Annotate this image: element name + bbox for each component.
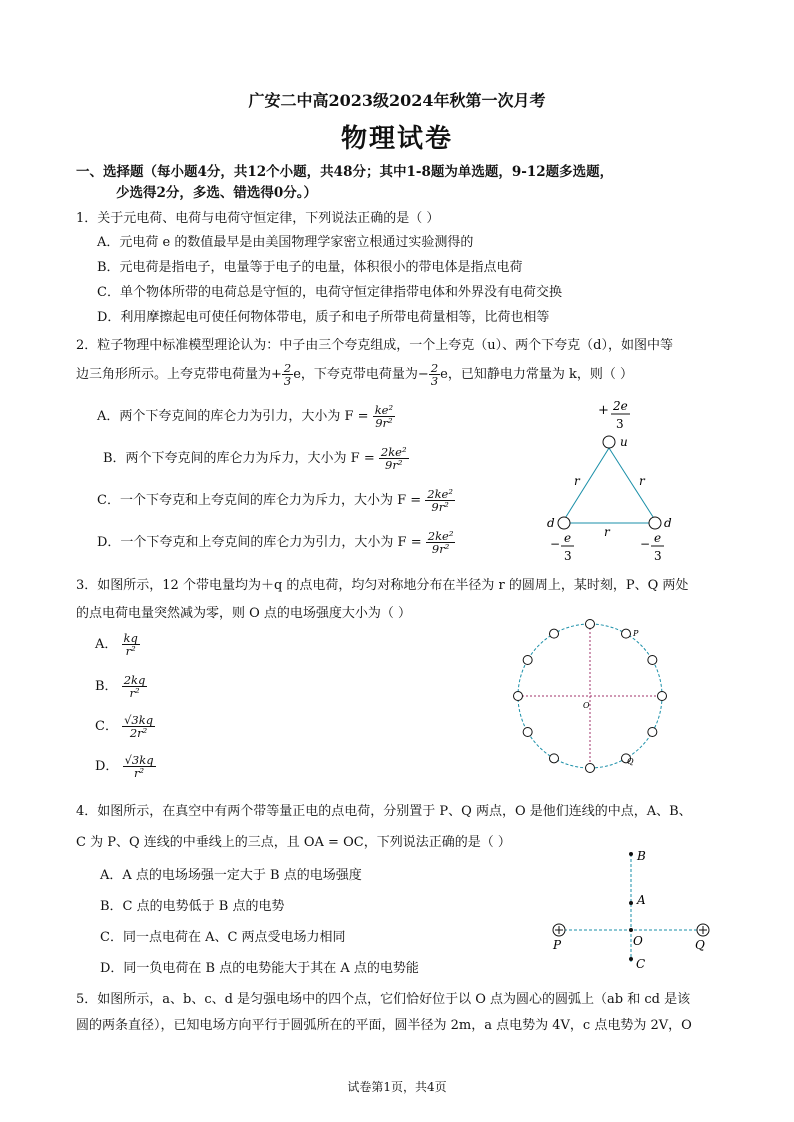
- down-quark-right-label: d: [664, 516, 672, 530]
- down-left-sign: −: [550, 537, 561, 551]
- frac-denominator: 9r²: [431, 500, 449, 515]
- q3-option-d-fraction: [123, 754, 156, 779]
- frac-numerator: 2ke²: [427, 487, 453, 501]
- q2-stem-part2: e，下夸克带电荷量为−: [293, 367, 429, 383]
- q2-option-d: [97, 530, 455, 555]
- q3-option-b-label: B．: [95, 679, 118, 695]
- frac-denominator: r²: [129, 686, 140, 701]
- frac-denominator: 3: [283, 374, 292, 389]
- q2-option-b: [103, 446, 409, 471]
- o-label: O: [633, 934, 643, 948]
- q2-option-d-text: D．一个下夸克和上夸克间的库仑力为引力，大小为 F =: [97, 535, 422, 551]
- down-right-sign: −: [640, 537, 651, 551]
- q2-option-d-fraction: [426, 530, 456, 555]
- ring-charge-marker: [514, 692, 523, 701]
- q2-option-b-text: B．两个下夸克间的库仑力为斥力，大小为 F =: [103, 451, 375, 467]
- frac-denominator: 9r²: [375, 416, 393, 431]
- down-left-numerator: e: [564, 531, 572, 545]
- frac-numerator: √3kq: [124, 753, 154, 767]
- exam-title: 广安二中高2023级2024年秋第一次月考: [248, 91, 546, 110]
- q2-option-c-fraction: [425, 488, 455, 513]
- down-right-denominator: 3: [654, 549, 662, 563]
- ring-charge-marker: [523, 656, 532, 665]
- q-label: Q: [627, 757, 634, 766]
- q3-option-d-label: D．: [95, 759, 119, 775]
- section-heading-line2: 少选得2分，多选、错选得0分。）: [116, 185, 318, 201]
- down-right-numerator: e: [654, 531, 662, 545]
- q2-stem-part3: e，已知静电力常量为 k，则（ ）: [440, 367, 633, 383]
- q3-option-c-label: C．: [95, 719, 118, 735]
- frac-denominator: r²: [125, 644, 136, 659]
- b-label: B: [637, 849, 646, 863]
- up-quark-label: u: [620, 435, 628, 449]
- p-label: P: [553, 938, 562, 952]
- q3-option-a: [95, 632, 140, 657]
- frac-numerator: 2: [283, 361, 292, 375]
- right-side-r-label: r: [639, 474, 645, 488]
- ring-charge-marker: [586, 620, 595, 629]
- down-quark-right-marker: [649, 517, 661, 529]
- q3-option-b: [95, 674, 147, 699]
- q2-option-a-fraction: [373, 404, 395, 429]
- ring-charge-marker: [622, 629, 631, 638]
- p-label: P: [633, 629, 639, 638]
- page-footer: 试卷第1页，共4页: [347, 1080, 447, 1094]
- q3-option-d: [95, 754, 156, 779]
- bottom-side-r-label: r: [604, 525, 610, 539]
- down-left-denominator: 3: [564, 549, 572, 563]
- q2-stem-part1: 边三角形所示。上夸克带电荷量为+: [76, 367, 282, 383]
- point-a: [629, 901, 633, 905]
- q2-option-b-fraction: [379, 446, 409, 471]
- q2-option-c-text: C．一个下夸克和上夸克间的库仑力为斥力，大小为 F =: [97, 493, 422, 509]
- quark-triangle-figure: [540, 396, 690, 568]
- triangle-right-edge: [609, 448, 655, 520]
- two-charges-figure: [545, 842, 715, 974]
- up-charge-sign: +: [598, 403, 609, 418]
- ring-charge-marker: [648, 728, 657, 737]
- q-label: Q: [695, 938, 705, 952]
- q2-up-charge-fraction: [282, 362, 293, 387]
- q1-option-c: C．单个物体所带的电荷总是守恒的，电荷守恒定律指带电体和外界没有电荷交换: [97, 285, 562, 300]
- frac-denominator: 9r²: [431, 542, 450, 557]
- point-b: [629, 852, 633, 856]
- subject-title: 物理试卷: [340, 124, 453, 154]
- frac-denominator: 9r²: [385, 458, 403, 473]
- down-quark-left-marker: [558, 517, 570, 529]
- ring-charge-marker: [648, 656, 657, 665]
- q3-option-a-fraction: [122, 632, 140, 657]
- frac-denominator: 2r²: [129, 726, 148, 741]
- q3-option-c-fraction: [122, 714, 155, 739]
- a-label: A: [637, 893, 646, 907]
- point-c: [629, 957, 633, 961]
- ring-charge-marker: [550, 754, 559, 763]
- frac-denominator: 3: [430, 374, 439, 389]
- section-heading-line1: 一、选择题（每小题4分，共12个小题，共48分；其中1-8题为单选题，9-12题多选题，: [76, 164, 614, 180]
- ring-charge-marker: [658, 692, 667, 701]
- center-o-label: O: [583, 701, 590, 710]
- q1-option-d: D．利用摩擦起电可使任何物体带电，质子和电子所带电荷量相等，比荷也相等: [97, 310, 550, 325]
- frac-numerator: √3kq: [124, 713, 154, 727]
- q4-option-b: B．C 点的电势低于 B 点的电势: [100, 899, 285, 914]
- q2-option-c: [97, 488, 455, 513]
- q4-stem-line1: 4．如图所示，在真空中有两个带等量正电的点电荷，分别置于 P、Q 两点，O 是他们连线的中点，A、B、: [76, 804, 692, 819]
- q3-option-b-fraction: [122, 674, 148, 699]
- q4-option-a: A．A 点的电场场强一定大于 B 点的电场强度: [100, 868, 362, 883]
- up-charge-denominator: 3: [616, 417, 624, 431]
- down-quark-left-label: d: [547, 516, 555, 530]
- ring-charge-marker: [586, 764, 595, 773]
- up-quark-marker: [603, 436, 615, 448]
- up-charge-numerator: 2e: [613, 399, 628, 413]
- q5-stem-line1: 5．如图所示，a、b、c、d 是匀强电场中的四个点，它们恰好位于以 O 点为圆心的圆弧上（ab 和 cd 是该: [76, 992, 691, 1007]
- q2-option-a: [97, 404, 395, 429]
- q3-option-c: [95, 714, 155, 739]
- q3-stem-line2: 的点电荷电量突然减为零，则 O 点的电场强度大小为（ ）: [76, 606, 412, 621]
- q4-option-d: D．同一负电荷在 B 点的电势能大于其在 A 点的电势能: [100, 961, 419, 976]
- q4-stem-line2: C 为 P、Q 连线的中垂线上的三点，且 OA = OC，下列说法正确的是（ ）: [76, 835, 511, 850]
- frac-numerator: 2ke²: [427, 529, 454, 543]
- frac-numerator: kq: [123, 631, 138, 645]
- ring-charge-marker: [523, 728, 532, 737]
- ring-charge-marker: [550, 629, 559, 638]
- q3-option-a-label: A．: [95, 637, 118, 653]
- q1-option-b: B．元电荷是指电子，电量等于电子的电量，体积很小的带电体是指点电荷: [97, 260, 523, 275]
- q3-stem-line1: 3．如图所示，12 个带电量均为＋q 的点电荷，均匀对称地分布在半径为 r 的圆周上，某时刻，P、Q 两处: [76, 578, 689, 593]
- q2-down-charge-fraction: [429, 362, 440, 387]
- frac-denominator: r²: [134, 766, 145, 781]
- frac-numerator: 2ke²: [380, 445, 407, 459]
- q1-stem: 1．关于元电荷、电荷与电荷守恒定律，下列说法正确的是（ ）: [76, 211, 440, 226]
- charge-ring-figure: [505, 616, 675, 776]
- q5-stem-line2: 圆的两条直径），已知电场方向平行于圆弧所在的平面，圆半径为 2m，a 点电势为 4V，c 点电势为 2V，O: [76, 1018, 692, 1033]
- frac-numerator: 2kq: [123, 673, 146, 687]
- triangle-left-edge: [564, 448, 609, 520]
- q4-option-c: C．同一点电荷在 A、C 两点受电场力相同: [100, 930, 346, 945]
- q2-stem-line1: 2．粒子物理中标准模型理论认为：中子由三个夸克组成，一个上夸克（u）、两个下夸克（d），如图中等: [76, 338, 673, 353]
- frac-numerator: ke²: [374, 403, 394, 417]
- point-o: [629, 928, 633, 932]
- c-label: C: [636, 957, 646, 971]
- q2-stem-line2: [76, 362, 633, 387]
- q2-option-a-text: A．两个下夸克间的库仑力为引力，大小为 F =: [97, 409, 369, 425]
- q1-option-a: A．元电荷 e 的数值最早是由美国物理学家密立根通过实验测得的: [97, 235, 474, 250]
- frac-numerator: 2: [430, 361, 439, 375]
- left-side-r-label: r: [574, 474, 580, 488]
